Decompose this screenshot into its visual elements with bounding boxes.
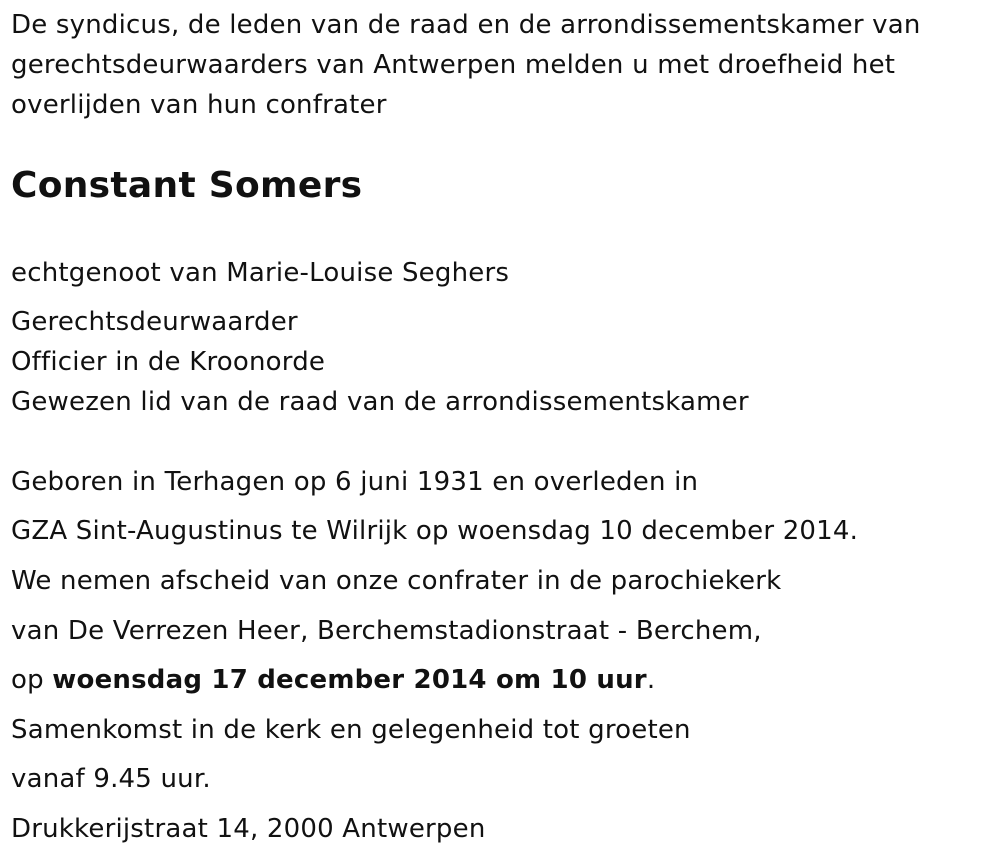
address-line: Drukkerijstraat 14, 2000 Antwerpen xyxy=(11,814,486,844)
intro-line-2: gerechtsdeurwaarders van Antwerpen melden u met droefheid het xyxy=(11,50,896,80)
details-line-6: Samenkomst in de kerk en gelegenheid tot groeten xyxy=(11,715,691,745)
details-line-2: GZA Sint-Augustinus te Wilrijk op woensdag 10 december 2014. xyxy=(11,516,859,546)
details-line-5 xyxy=(11,660,655,700)
intro-line-1: De syndicus, de leden van de raad en de arrondissementskamer van xyxy=(11,10,921,40)
spouse-line: echtgenoot van Marie-Louise Seghers xyxy=(11,258,510,288)
details-line-7: vanaf 9.45 uur. xyxy=(11,764,211,794)
ceremony-datetime: woensdag 17 december 2014 om 10 uur xyxy=(52,665,647,695)
intro-line-3: overlijden van hun confrater xyxy=(11,90,387,120)
ceremony-suffix: . xyxy=(646,665,656,695)
title-line-2: Officier in de Kroonorde xyxy=(11,347,326,377)
details-line-3: We nemen afscheid van onze confrater in de parochiekerk xyxy=(11,566,782,596)
details-line-4: van De Verrezen Heer, Berchemstadionstraat - Berchem, xyxy=(11,616,762,646)
title-line-3: Gewezen lid van de raad van de arrondissementskamer xyxy=(11,387,749,417)
ceremony-prefix: op xyxy=(11,665,53,695)
deceased-name: Constant Somers xyxy=(11,165,363,206)
title-line-1: Gerechtsdeurwaarder xyxy=(11,307,298,337)
details-line-1: Geboren in Terhagen op 6 juni 1931 en overleden in xyxy=(11,467,699,497)
